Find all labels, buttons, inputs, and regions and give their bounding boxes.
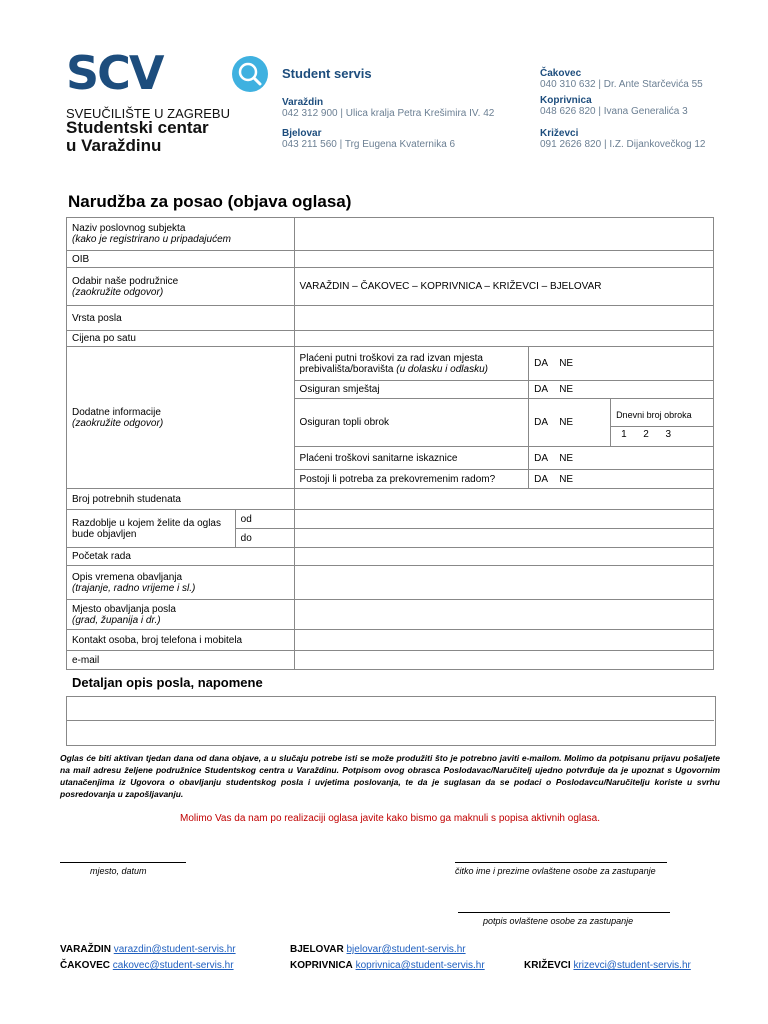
travel-costs-answer[interactable]: DA NE [529,347,714,381]
contact-koprivnica: Koprivnica 048 626 820 | Ivana Generalića 3 [540,95,688,117]
printed-name-line[interactable] [455,862,667,863]
red-note: Molimo Vas da nam po realizaciji oglasa javite kako bismo ga maknuli s popisa aktivnih oglasa. [179,813,601,824]
email-link-bjelovar[interactable]: bjelovar@student-servis.hr [346,944,466,955]
details-field[interactable] [66,696,716,746]
email-link-varazdin[interactable]: varazdin@student-servis.hr [113,944,236,955]
label-publish-period: Razdoblje u kojem želite da oglas bude objavljen [67,510,236,548]
label-start-date: Početak rada [67,548,295,566]
contact-cakovec: Čakovec 040 310 632 | Dr. Ante Starčevića 55 [540,68,703,90]
email-field[interactable] [294,651,713,670]
place-date-line[interactable] [60,862,186,863]
sanitary-card-answer[interactable]: DA NE [529,447,714,470]
label-branch: Odabir naše podružnice (zaokružite odgovor) [67,268,295,306]
contact-bjelovar: Bjelovar 043 211 560 | Trg Eugena Kvaternika 6 [282,128,456,150]
label-accommodation: Osiguran smještaj [294,381,529,399]
branch-options[interactable]: VARAŽDIN – ČAKOVEC – KOPRIVNICA – KRIŽEVCI – BJELOVAR [294,268,713,306]
to-date-field[interactable] [294,529,713,548]
label-from: od [235,510,294,529]
footer-koprivnica: KOPRIVNICA koprivnica@student-servis.hr [290,960,485,971]
label-work-time: Opis vremena obavljanja (trajanje, radno vrijeme i sl.) [67,566,295,600]
label-hot-meal: Osiguran topli obrok [294,399,529,447]
label-travel-costs: Plaćeni putni troškovi za rad izvan mjesta prebivališta/boravišta (u dolasku i odlasku) [294,347,529,381]
printed-name-label: čitko ime i prezime ovlaštene osobe za zastupanje [455,866,656,876]
work-time-field[interactable] [294,566,713,600]
scv-logo: SCV [66,46,163,100]
place-date-label: mjesto, datum [90,866,147,876]
footer-krizevci: KRIŽEVCI krizevci@student-servis.hr [524,960,691,971]
label-daily-meals: Dnevni broj obroka [611,403,713,427]
footer-cakovec: ČAKOVEC cakovec@student-servis.hr [60,960,234,971]
service-title: Student servis [282,66,372,81]
details-title: Detaljan opis posla, napomene [72,675,263,690]
form-title: Narudžba za posao (objava oglasa) [68,192,352,211]
hot-meal-answer[interactable]: DA NE [529,399,611,447]
footer-varazdin: VARAŽDIN varazdin@student-servis.hr [60,944,236,955]
magnifier-icon [232,56,268,92]
label-to: do [235,529,294,548]
overtime-answer[interactable]: DA NE [529,470,714,489]
label-overtime: Postoji li potreba za prekovremenim radom? [294,470,529,489]
email-link-cakovec[interactable]: cakovec@student-servis.hr [112,960,234,971]
email-link-koprivnica[interactable]: koprivnica@student-servis.hr [355,960,485,971]
oib-field[interactable] [294,251,713,268]
label-company-name: Naziv poslovnog subjekta (kako je registrirano u pripadajućem [67,218,295,251]
label-sanitary-card: Plaćeni troškovi sanitarne iskaznice [294,447,529,470]
label-oib: OIB [67,251,295,268]
daily-meals-options[interactable]: 1 2 3 [621,429,672,441]
work-location-field[interactable] [294,600,713,630]
company-name-field[interactable] [294,218,713,251]
label-work-location: Mjesto obavljanja posla (grad, županija i dr.) [67,600,295,630]
label-additional-info: Dodatne informacije (zaokružite odgovor) [67,347,295,489]
contact-person-field[interactable] [294,630,713,651]
from-date-field[interactable] [294,510,713,529]
signature-label: potpis ovlaštene osobe za zastupanje [483,916,634,926]
label-contact-person: Kontakt osoba, broj telefona i mobitela [67,630,295,651]
legal-note: Oglas će biti aktivan tjedan dana od dana objave, a u slučaju potrebe isti se može produžiti što je potrebno javiti e-mailom. Molimo da potpisanu prijavu pošaljete na mail adresu željene podružnice Studentskog centra u Varaždinu. Potpisom ovog obrasca Poslodavac/Naručitelj ujedno potvrđuje da je upoznat s Ugovornim utanačenjima iz Ugovora o obavljanju studentskog posla i uvjetima poslovanja, te da je suglasan da se podaci o Poslodavcu/Naručitelju koriste u svrhu posredovanja u zapošljavanju. [60,753,720,799]
details-divider [66,720,714,721]
label-hourly-rate: Cijena po satu [67,331,295,347]
footer-bjelovar: BJELOVAR bjelovar@student-servis.hr [290,944,466,955]
signature-line[interactable] [458,912,670,913]
contact-varazdin: Varaždin 042 312 900 | Ulica kralja Petra Krešimira IV. 42 [282,97,495,119]
order-form-table [66,217,714,670]
email-link-krizevci[interactable]: krizevci@student-servis.hr [573,960,691,971]
start-date-field[interactable] [294,548,713,566]
student-count-field[interactable] [294,489,713,510]
hourly-rate-field[interactable] [294,331,713,347]
label-email: e-mail [67,651,295,670]
accommodation-answer[interactable]: DA NE [529,381,714,399]
job-type-field[interactable] [294,306,713,331]
label-job-type: Vrsta posla [67,306,295,331]
contact-krizevci: Križevci 091 2626 820 | I.Z. Dijankovečkog 12 [540,128,706,150]
label-student-count: Broj potrebnih studenata [67,489,295,510]
center-name: Studentski centar u Varaždinu [66,118,209,155]
university-name: SVEUČILIŠTE U ZAGREBU [66,106,230,121]
daily-meals-cell [611,399,714,447]
